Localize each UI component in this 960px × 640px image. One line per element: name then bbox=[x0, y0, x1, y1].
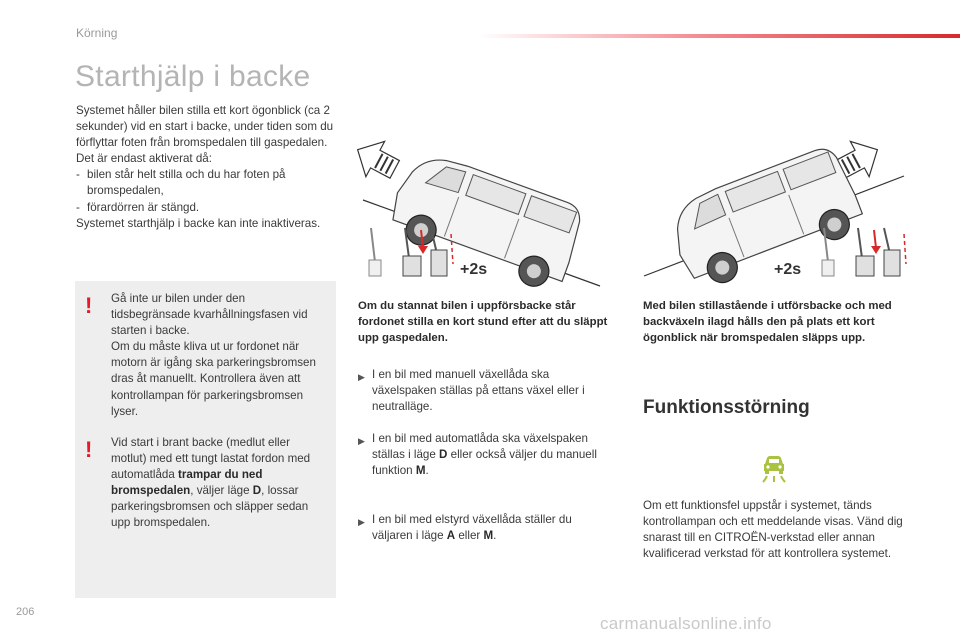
gearbox-automatic-item: ▶ I en bil med automatlåda ska växelspaken ställas i läge D eller också väljer du manuell funktion M. bbox=[358, 432, 597, 478]
watermark: carmanualsonline.info bbox=[600, 614, 772, 633]
downhill-illustration bbox=[632, 118, 910, 290]
section-label: Körning bbox=[76, 26, 118, 40]
warning-1-text: Gå inte ur bilen under den tidsbegränsade kvarhållningsfasen vid starten i backe. Om du måste kliva ut ur fordonet när motorn är igång ska parkeringsbromsen dras åt manuellt. Kontrollera även att kontrollampan för parkeringsbromsen lyser. bbox=[111, 292, 316, 418]
van-icon bbox=[662, 143, 867, 290]
page-number: 206 bbox=[16, 606, 35, 618]
gearbox-electric-item: ▶ I en bil med elstyrd växellåda ställer du väljaren i läge A eller M. bbox=[358, 513, 572, 543]
intro-activation: Det är endast aktiverat då: bbox=[76, 152, 212, 166]
intro-deactivation-note: Systemet starthjälp i backe kan inte inaktiveras. bbox=[76, 216, 321, 230]
activation-conditions bbox=[76, 167, 342, 215]
malfunction-text: Om ett funktionsfel uppstår i systemet, tänds kontrollampan och ett meddelande visas. Vänd dig snarast till en CITROËN-verkstad eller annan kvalificerad verkstad för att kontrollera systemet. bbox=[643, 499, 903, 561]
bullet-icon: ▶ bbox=[358, 436, 365, 446]
slope-arrow-icon bbox=[355, 132, 404, 187]
uphill-caption: Om du stannat bilen i uppförsbacke står fordonet stilla en kort stund efter att du släppt upp gaspedalen. bbox=[358, 300, 608, 344]
header-accent-bar bbox=[478, 34, 960, 38]
intro-text bbox=[76, 103, 342, 232]
malfunction-title: Funktionsstörning bbox=[643, 397, 810, 418]
uphill-illustration bbox=[355, 118, 630, 290]
warning-icon: ! bbox=[85, 293, 93, 318]
hold-time-label: +2s bbox=[774, 261, 802, 278]
warning-2 bbox=[75, 435, 336, 555]
hill-start-warning-icon bbox=[757, 450, 791, 484]
page-title: Starthjälp i backe bbox=[75, 60, 311, 93]
downhill-caption: Med bilen stillastående i utförsbacke och med backväxeln ilagd hålls den på plats ett kort ögonblick när bromspedalen släpps upp. bbox=[643, 300, 892, 344]
gearbox-manual-item: ▶ I en bil med manuell växellåda ska växelspaken ställas på ettans växel eller i neutralläge. bbox=[358, 368, 585, 414]
hold-time-label: +2s bbox=[460, 261, 488, 278]
bullet-icon: ▶ bbox=[358, 517, 365, 527]
warning-1 bbox=[75, 291, 336, 431]
condition-item: - bilen står helt stilla och du har foten på bromspedalen, bbox=[76, 167, 342, 199]
warning-icon: ! bbox=[85, 437, 93, 462]
condition-item: - förardörren är stängd. bbox=[76, 200, 342, 216]
intro-paragraph: Systemet håller bilen stilla ett kort ögonblick (ca 2 sekunder) vid en start i backe, under tiden som du förflyttar foten från bromspedalen till gaspedalen. bbox=[76, 104, 334, 150]
warning-box bbox=[75, 281, 336, 598]
bullet-icon: ▶ bbox=[358, 372, 365, 382]
warning-2-text: Vid start i brant backe (medlut eller motlut) med ett tungt lastat fordon med automatlåda trampar du ned bromspedalen, väljer läge D, lossar parkeringsbromsen och släpper sedan upp bromspedalen. bbox=[111, 436, 311, 530]
